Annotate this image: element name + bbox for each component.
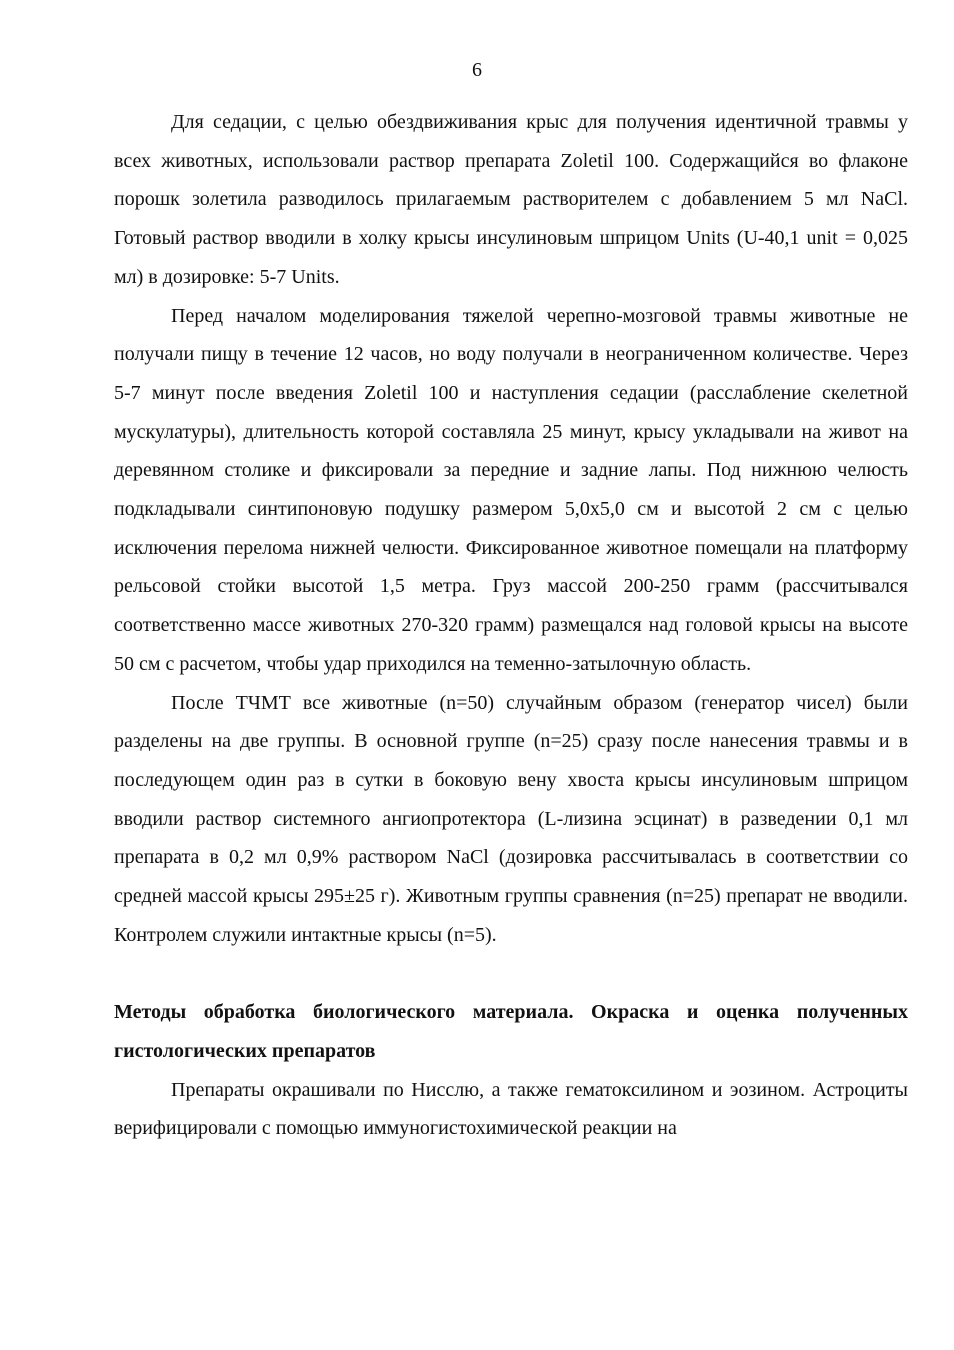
section-heading: Методы обработка биологического материала. Окраска и оценка полученных гистологических препаратов [114,1001,908,1062]
paragraph-sedation: Для седации, с целью обездвиживания крыс для получения идентичной травмы у всех животных, использовали раствор препарата Zoletil 100. Содержащийся во флаконе порошк золетила разводилось прилагаемым растворителем с добавлением 5 мл NaCl. Готовый раствор вводили в холку крысы инсулиновым шприцом Units (U-40,1 unit = 0,025 мл) в дозировке: 5-7 Units. [114,111,908,288]
paragraph-groups: После ТЧМТ все животные (n=50) случайным образом (генератор чисел) были разделены на две группы. В основной группе (n=25) сразу после нанесения травмы и в последующем один раз в сутки в боковую вену хвоста крысы инсулиновым шприцом вводили раствор системного ангиопротектора (L-лизина эсцинат) в разведении 0,1 мл препарата в 0,2 мл 0,9% раствором NaCl (дозировка рассчитывалась в соответствии со средней массой крысы 295±25 г). Животным группы сравнения (n=25) препарат не вводили. Контролем служили интактные крысы (n=5). [114,691,908,946]
paragraph-trauma-modeling: Перед началом моделирования тяжелой черепно-мозговой травмы животные не получали пищу в течение 12 часов, но воду получали в неограниченном количестве. Через 5-7 минут после введения Zoletil 100 и наступления седации (расслабление скелетной мускулатуры), длительность которой составляла 25 минут, крысу укладывали на живот на деревянном столике и фиксировали за передние и задние лапы. Под нижнюю челюсть подкладывали синтипоновую подушку размером 5,0х5,0 см и высотой 2 см с целью исключения перелома нижней челюсти. Фиксированное животное помещали на платформу рельсовой стойки высотой 1,5 метра. Груз массой 200-250 грамм (рассчитывался соответственно массе животных 270-320 грамм) размещался над головой крысы на высоте 50 см с расчетом, чтобы удар приходился на теменно-затылочную область. [114,304,908,675]
page-number: 6 [472,59,482,81]
page-body [114,103,908,1148]
paragraph-staining: Препараты окрашивали по Нисслю, а также гематоксилином и эозином. Астроциты верифицировали с помощью иммуногистохимической реакции на [114,1078,908,1140]
